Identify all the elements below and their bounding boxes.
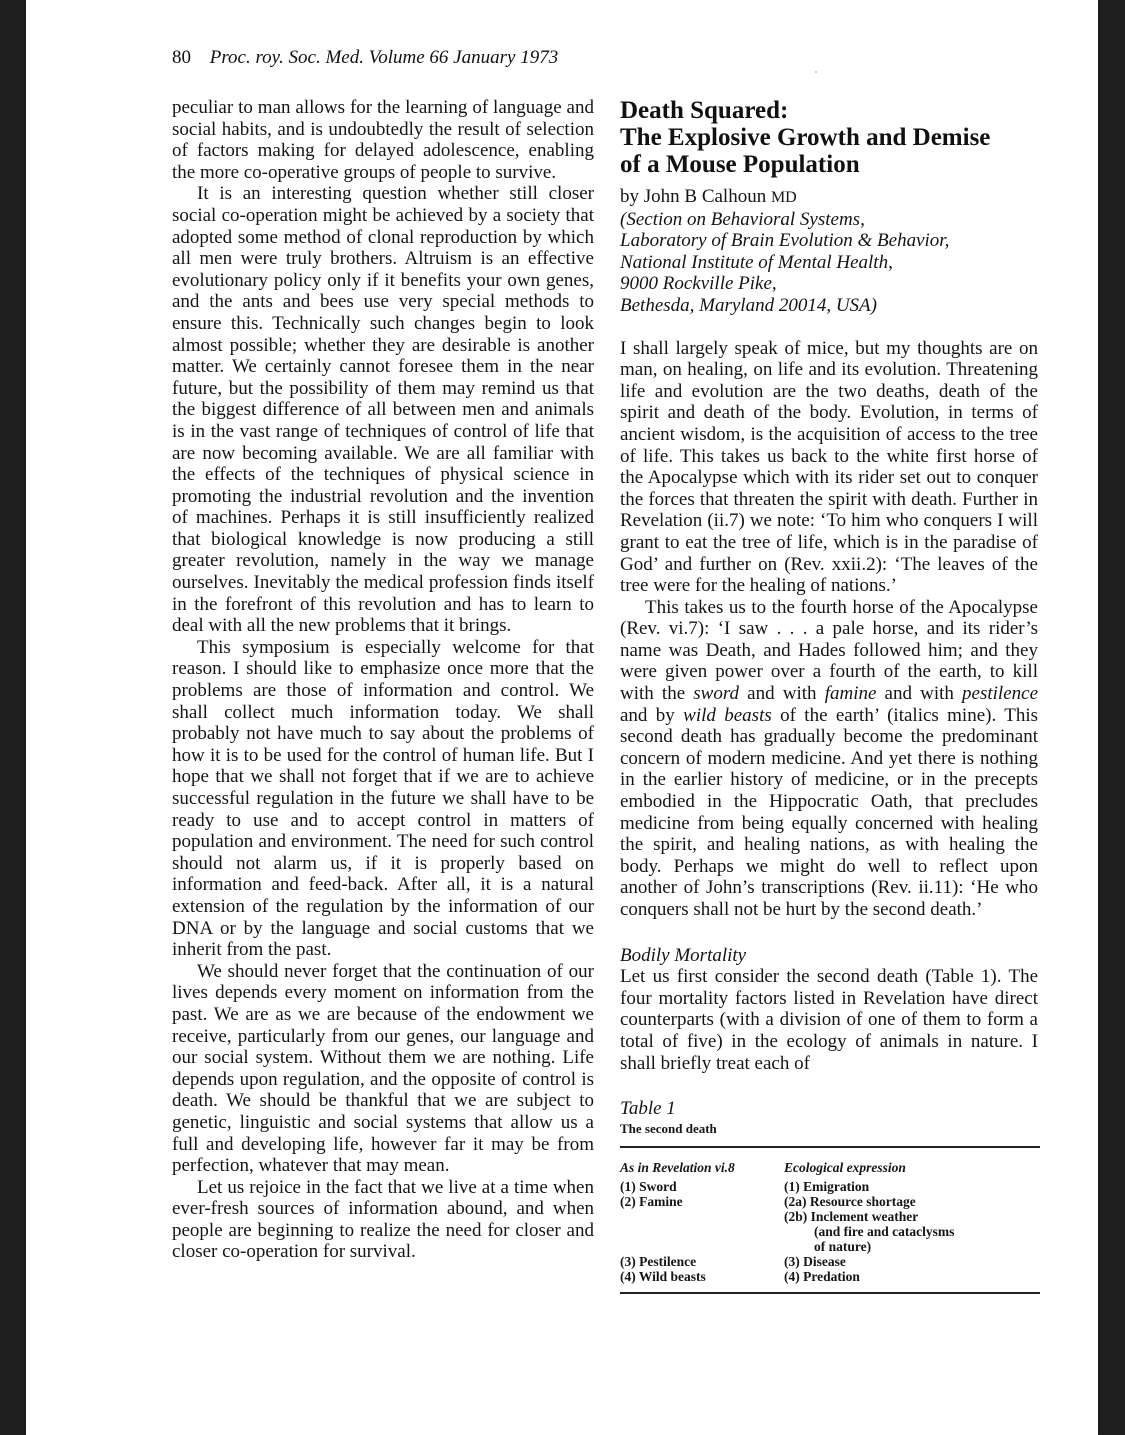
affiliation-line: Bethesda, Maryland 20014, USA) [620, 294, 877, 316]
table-second-death [620, 1146, 1040, 1294]
paragraph: peculiar to man allows for the learning of language and social habits, and is undoubtedly the result of selection of factors making for delayed adolescence, enabling the more co-operative groups of people to survive. [172, 97, 594, 183]
table-cell: (3) Disease [784, 1253, 846, 1269]
table-row [620, 1239, 1040, 1254]
author-degree: MD [770, 189, 797, 206]
affiliation [620, 209, 1038, 317]
section-heading: Bodily Mortality [620, 944, 747, 966]
italic-term: sword [693, 683, 740, 705]
table-cell [620, 1239, 784, 1254]
table-cell: (and fire and cataclysms [814, 1223, 955, 1239]
table-row [620, 1224, 1040, 1239]
table-cell: (1) Emigration [784, 1178, 870, 1194]
table-row [620, 1194, 1040, 1209]
italic-term: famine [824, 683, 877, 705]
author: by John B Calhoun [620, 186, 767, 207]
affiliation-line: 9000 Rockville Pike, [620, 273, 777, 295]
running-header [172, 47, 558, 69]
title-line: The Explosive Growth and Demise [620, 124, 991, 151]
journal-citation: Proc. roy. Soc. Med. Volume 66 January 1973 [209, 47, 559, 68]
title-line: Death Squared: [620, 97, 789, 124]
paragraph: This symposium is especially welcome for that reason. I should like to emphasize once more that the problems are those of information and control. We shall collect much information today. We shall probably not have much to say about the problems of how it is to be used for the control of human life. But I hope that we shall not forget that if we are to achieve successful regulation in the future we shall have to be ready to use and to accept control in matters of population and environment. The need for such control should not alarm us, if it is properly based on information and feed-back. After all, it is a natural extension of the regulation by the information of our DNA or by the language and social customs that we inherit from the past. [172, 636, 594, 961]
left-column [172, 97, 594, 1263]
table-row [620, 1254, 1040, 1269]
table-row [620, 1179, 1040, 1194]
byline [620, 186, 1038, 209]
paragraph: Let us rejoice in the fact that we live at a time when ever-fresh sources of information abound, and when people are beginning to realize the need for closer and closer co-operation for survival. [172, 1176, 594, 1263]
italic-term: wild beasts [683, 704, 772, 726]
title-line: of a Mouse Population [620, 151, 860, 178]
table-row [620, 1209, 1040, 1224]
table-cell: (1) Sword [620, 1178, 677, 1194]
table-subcaption: The second death [620, 1120, 717, 1136]
article-title [620, 97, 1038, 178]
page-number: 80 [172, 47, 191, 68]
paragraph: We should never forget that the continuation of our lives depends every moment on information from the past. We are as we are because of the endowment we receive, particularly from our genes, our language and our social system. Without them we are nothing. Life depends upon regulation, and the opposite of control is death. We should be thankful that we are subject to genetic, linguistic and social systems that allow us a full and developing life, however far it may be from perfection, whatever that may mean. [172, 960, 594, 1177]
paragraph: This takes us to the fourth horse of the Apocalypse (Rev. vi.7): ‘I saw . . . a pale horse, and its rider’s name was Death, and Hades followed him; and they were given power over a fourth of the earth, to kill with the sword and with famine and with pestilence and by wild beasts of the earth’ (italics mine). This second death has gradually become the predominant concern of modern medicine. And yet there is nothing in the earlier history of medicine, or in the precepts embodied in the Hippocratic Oath, that precludes medicine from being equally concerned with healing the spirit, and healing nations, as with healing the body. Perhaps we might do well to reflect upon another of John’s transcriptions (Rev. ii.11): ‘He who conquers shall not be hurt by the second death.’ [620, 596, 1039, 920]
affiliation-line: National Institute of Mental Health, [620, 251, 893, 273]
table-caption: Table 1 [620, 1098, 676, 1120]
table-row [620, 1269, 1040, 1293]
column-header: Ecological expression [784, 1159, 906, 1175]
table-cell: (3) Pestilence [620, 1253, 697, 1269]
column-header: As in Revelation vi.8 [620, 1159, 735, 1175]
table-cell: of nature) [814, 1238, 872, 1254]
affiliation-line: Laboratory of Brain Evolution & Behavior, [620, 230, 950, 252]
document-page [26, 0, 1098, 1435]
table-cell [620, 1209, 784, 1224]
affiliation-line: (Section on Behavioral Systems, [620, 208, 865, 230]
table-cell: (4) Wild beasts [620, 1268, 706, 1284]
italic-term: pestilence [962, 683, 1039, 705]
table-cell: (4) Predation [784, 1268, 860, 1284]
table-cell [620, 1224, 784, 1239]
scan-speck [815, 71, 817, 73]
table-cell: (2) Famine [620, 1193, 683, 1209]
paragraph: Let us first consider the second death (Table 1). The four mortality factors listed in Revelation have direct counterparts (with a division of one of them to form a total of five) in the ecology of animals in nature. I shall briefly treat each of [620, 966, 1038, 1074]
table-cell: (2a) Resource shortage [784, 1193, 916, 1209]
paragraph: It is an interesting question whether still closer social co-operation might be achieved by a society that adopted some method of clonal reproduction by which all men were truly brothers. Altruism is an effective evolutionary policy only if it benefits your own genes, and the ants and bees use very special methods to ensure this. Technically such changes begin to look almost possible; whether they are desirable is another matter. We certainly cannot foresee them in the near future, but the possibility of them may remind us that the biggest difference of all between men and animals is in the vast range of techniques of control of life that are now becoming available. We are all familiar with the effects of the techniques of physical science in promoting the industrial revolution and the invention of machines. Perhaps it is still insufficiently realized that biological knowledge is now producing a still greater revolution, namely in the way we manage ourselves. Inevitably the medical profession finds itself in the forefront of this revolution and has to learn to deal with all the new problems that it brings. [172, 183, 594, 637]
right-column [620, 97, 1038, 1294]
paragraph: I shall largely speak of mice, but my thoughts are on man, on healing, on life and its evolution. Threatening life and evolution are the two deaths, death of the spirit and death of the body. Evolution, in terms of ancient wisdom, is the acquisition of access to the tree of life. This takes us back to the white first horse of the Apocalypse which with its rider set out to conquer the forces that threaten the spirit with death. Further in Revelation (ii.7) we note: ‘To him who conquers I will grant to eat the tree of life, which is in the paradise of God’ and further on (Rev. xxii.2): ‘The leaves of the tree were for the healing of nations.’ [620, 337, 1038, 597]
table-cell: (2b) Inclement weather [784, 1208, 919, 1224]
